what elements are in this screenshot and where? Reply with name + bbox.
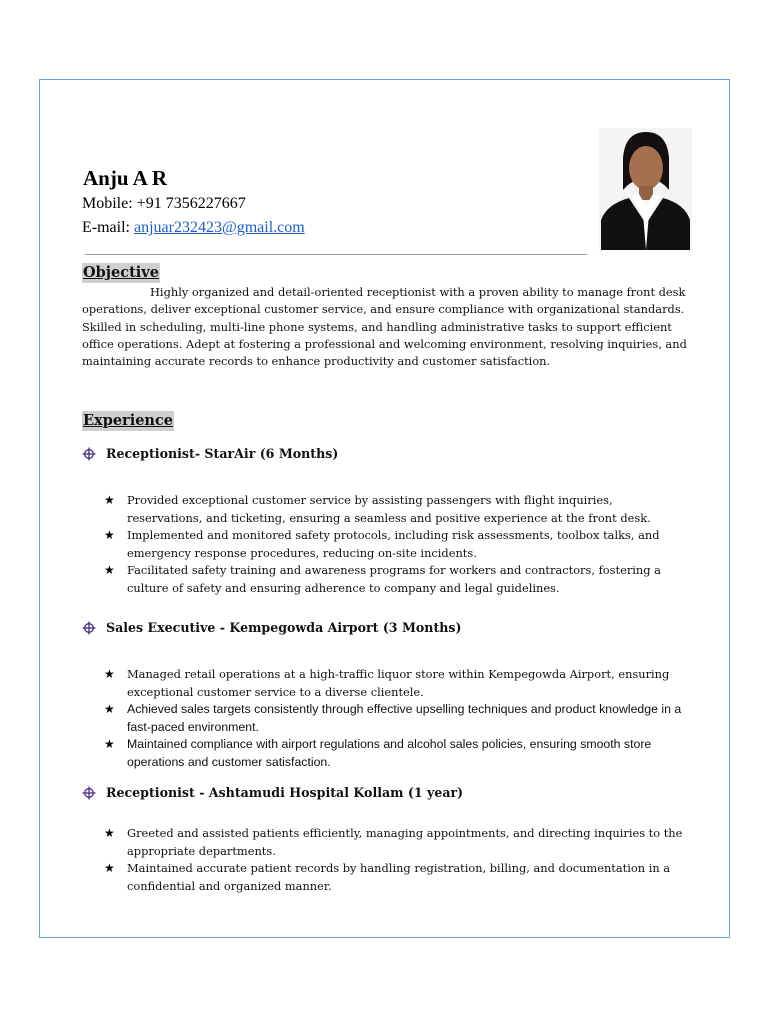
star-icon: ★ <box>104 528 115 543</box>
bullet-text: Maintained accurate patient records by handling registration, billing, and documentation in a confidential and organized manner. <box>127 861 671 893</box>
list-item <box>104 825 690 860</box>
circle-cross-icon <box>82 447 96 461</box>
star-icon: ★ <box>104 737 115 752</box>
job-title-text: Sales Executive - Kempegowda Airport (3 Months) <box>106 620 462 635</box>
list-item <box>104 736 690 771</box>
job-title-text: Receptionist - Ashtamudi Hospital Kollam (1 year) <box>106 785 464 800</box>
email-link[interactable]: anjuar232423@gmail.com <box>133 219 305 236</box>
list-item <box>104 666 690 701</box>
star-icon: ★ <box>104 702 115 717</box>
mobile-line <box>82 195 246 213</box>
job-title <box>82 620 461 636</box>
mobile-number: +91 7356227667 <box>136 195 246 212</box>
header-divider <box>85 254 587 255</box>
experience-heading: Experience <box>83 412 174 429</box>
list-item <box>104 701 690 736</box>
bullet-text: Achieved sales targets consistently through effective upselling techniques and product knowledge in a fast-paced environment. <box>127 702 682 734</box>
job-title-text: Receptionist- StarAir (6 Months) <box>106 446 339 461</box>
list-item <box>104 527 690 562</box>
job-title <box>82 446 338 462</box>
list-item <box>104 860 690 895</box>
circle-cross-icon <box>82 786 96 800</box>
bullet-text: Implemented and monitored safety protocols, including risk assessments, toolbox talks, and emergency response procedures, reducing on-site incidents. <box>127 528 660 560</box>
star-icon: ★ <box>104 861 115 876</box>
job-bullets <box>104 492 690 598</box>
objective-heading: Objective <box>83 264 159 281</box>
candidate-name: Anju A R <box>83 166 168 190</box>
bullet-text: Managed retail operations at a high-traffic liquor store within Kempegowda Airport, ensuring exceptional customer service to a diverse clientele. <box>127 667 670 699</box>
job-title <box>82 785 463 801</box>
star-icon: ★ <box>104 493 115 507</box>
profile-photo <box>599 128 692 250</box>
star-icon: ★ <box>104 667 115 681</box>
list-item <box>104 562 690 597</box>
email-label: E-mail: <box>82 219 134 236</box>
job-bullets <box>104 825 690 895</box>
objective-text: Highly organized and detail-oriented receptionist with a proven ability to manage front desk operations, deliver exceptional customer service, and ensure compliance with organizational standards. Skilled in scheduling, multi-line phone systems, and handling administrative tasks to support efficient office operations. Adept at fostering a professional and welcoming environment, resolving inquiries, and maintaining accurate records to enhance productivity and customer satisfaction. <box>82 285 687 369</box>
star-icon: ★ <box>104 563 115 578</box>
circle-cross-icon <box>82 621 96 635</box>
mobile-label: Mobile: <box>82 195 137 212</box>
email-line <box>82 219 305 237</box>
star-icon: ★ <box>104 826 115 840</box>
bullet-text: Maintained compliance with airport regulations and alcohol sales policies, ensuring smooth store operations and customer satisfaction. <box>127 737 652 769</box>
list-item <box>104 492 690 527</box>
bullet-text: Provided exceptional customer service by assisting passengers with flight inquiries, reservations, and ticketing, ensuring a seamless and positive experience at the front desk. <box>127 493 651 525</box>
bullet-text: Greeted and assisted patients efficiently, managing appointments, and directing inquiries to the appropriate departments. <box>127 826 683 858</box>
bullet-text: Facilitated safety training and awareness programs for workers and contractors, fostering a culture of safety and ensuring adherence to company and legal guidelines. <box>127 563 661 595</box>
job-bullets <box>104 666 690 772</box>
